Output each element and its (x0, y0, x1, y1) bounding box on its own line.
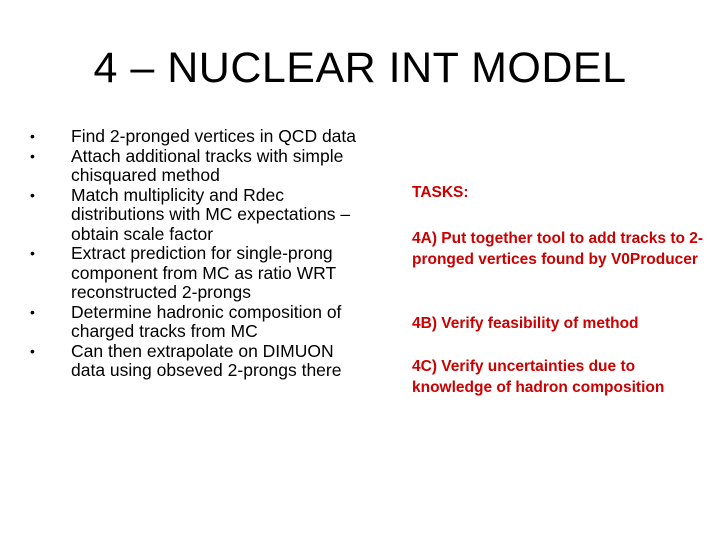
bullet-icon: • (30, 245, 35, 261)
bullet-text: Extract prediction for single-prong component from MC as ratio WRT reconstructed 2-prongs (71, 243, 336, 302)
task-4b: 4B) Verify feasibility of method (412, 315, 639, 332)
bullet-text: Determine hadronic composition of charged tracks from MC (71, 301, 342, 341)
bullet-text: Find 2-pronged vertices in QCD data (71, 126, 356, 146)
bullet-icon: • (30, 128, 35, 144)
task-4c: 4C) Verify uncertainties due to knowledge of hadron composition (412, 358, 665, 396)
bullet-item (30, 147, 370, 186)
bullet-item (30, 186, 370, 245)
tasks-heading: TASKS: (412, 184, 469, 201)
bullet-item (30, 342, 370, 381)
task-4a: 4A) Put together tool to add tracks to 2-pronged vertices found by V0Producer (412, 230, 704, 268)
bullet-list (30, 127, 370, 381)
bullet-item (30, 127, 370, 147)
bullet-text: Match multiplicity and Rdec distributions with MC expectations – obtain scale factor (71, 184, 351, 244)
bullet-icon: • (30, 186, 35, 203)
bullet-icon: • (30, 147, 35, 164)
bullet-icon: • (30, 303, 35, 320)
bullet-text: Attach additional tracks with simple chisquared method (71, 145, 344, 185)
slide-title: 4 – NUCLEAR INT MODEL (93, 44, 627, 92)
bullet-item (30, 244, 370, 303)
bullet-item (30, 303, 370, 342)
bullet-icon: • (30, 342, 35, 359)
bullet-text: Can then extrapolate on DIMUON data using obseved 2-prongs there (71, 340, 342, 380)
